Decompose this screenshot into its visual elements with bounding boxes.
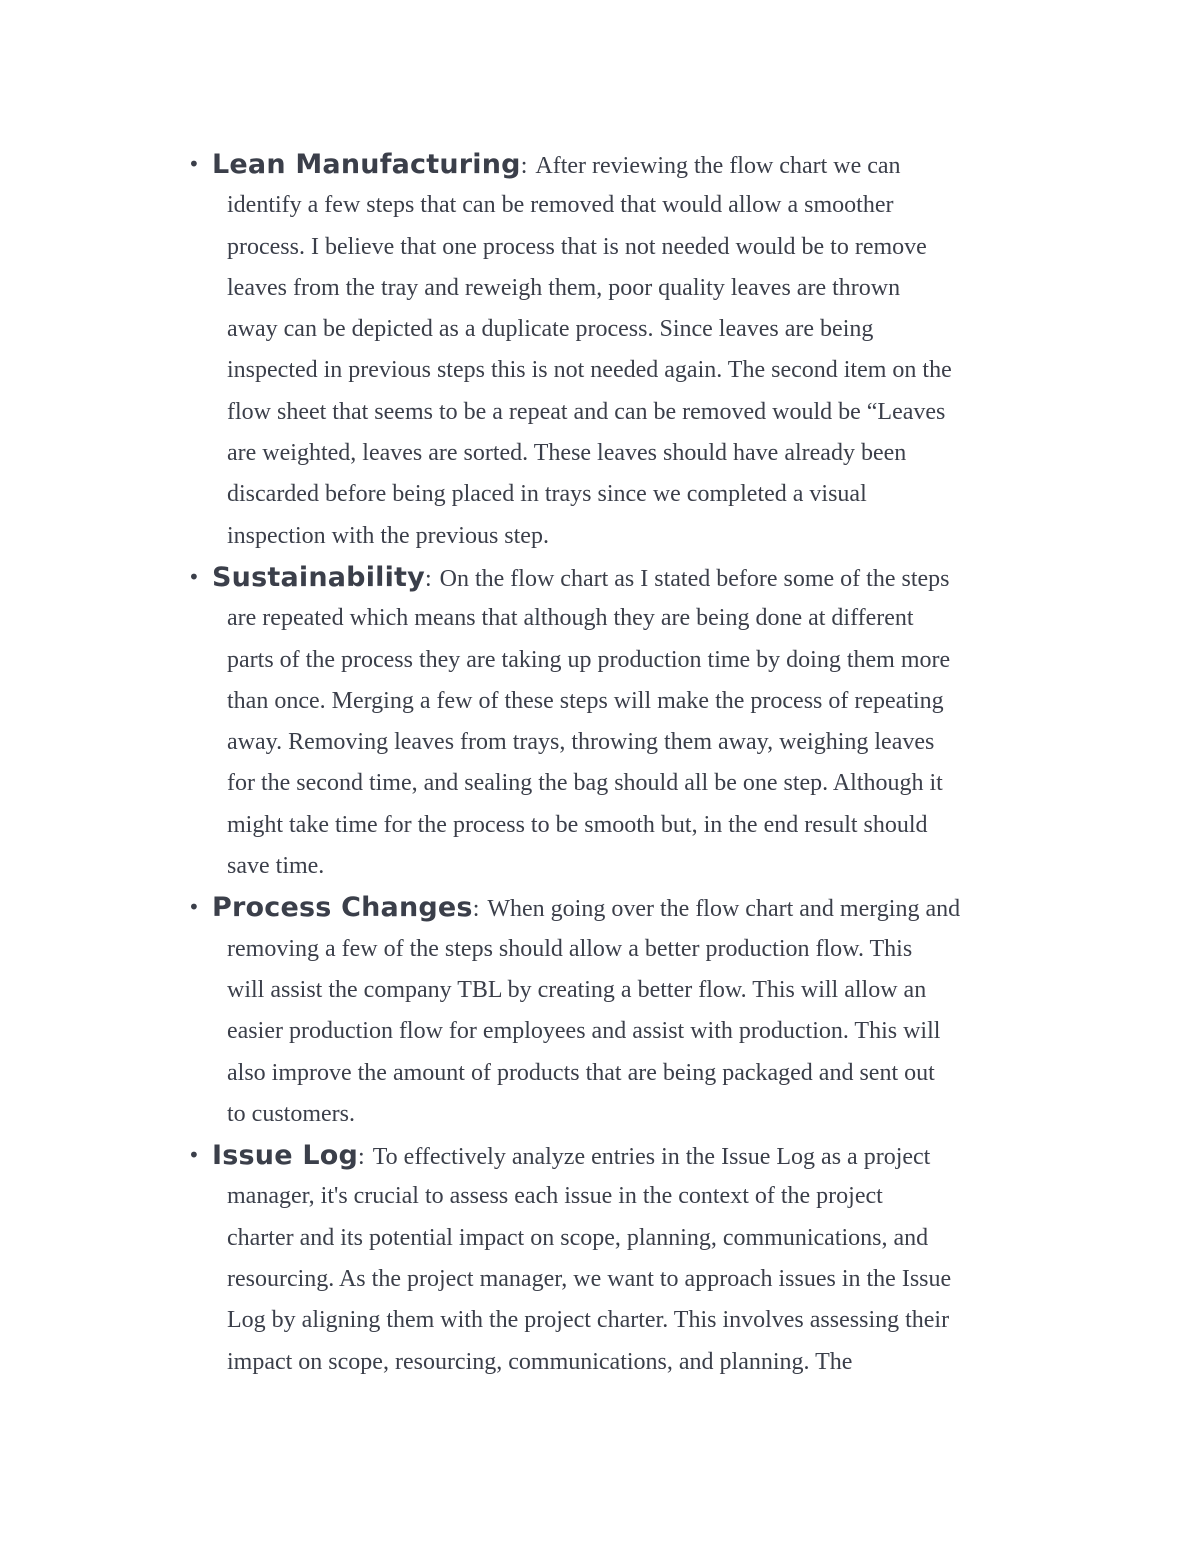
section-line: are repeated which means that although they are being done at different bbox=[227, 605, 914, 632]
section-heading: Lean Manufacturing bbox=[212, 149, 521, 180]
section-lean-manufacturing bbox=[188, 144, 1062, 557]
section-line: flow sheet that seems to be a repeat and can be removed would be “Leaves bbox=[227, 398, 946, 425]
bullet-icon: • bbox=[188, 564, 200, 589]
section-heading: Issue Log bbox=[212, 1140, 359, 1172]
section-line: for the second time, and sealing the bag should all be one step. Although it bbox=[227, 770, 943, 797]
heading-colon: : bbox=[520, 153, 528, 179]
bullet-list bbox=[188, 144, 1062, 1383]
section-line: Log by aligning them with the project charter. This involves assessing their bbox=[227, 1307, 950, 1334]
section-heading: Sustainability bbox=[212, 561, 425, 593]
bullet-icon: • bbox=[188, 895, 200, 920]
heading-colon: : bbox=[358, 1144, 365, 1171]
section-line: are weighted, leaves are sorted. These leaves should have already been bbox=[227, 440, 907, 467]
section-line: resourcing. As the project manager, we want to approach issues in the Issue bbox=[227, 1266, 952, 1293]
section-first-line bbox=[212, 557, 1062, 598]
section-first-line bbox=[212, 887, 1062, 928]
bullet-icon: • bbox=[188, 152, 200, 176]
section-heading: Process Changes bbox=[212, 892, 473, 924]
section-line: leaves from the tray and reweigh them, poor quality leaves are thrown bbox=[227, 274, 901, 301]
section-line: also improve the amount of products that are being packaged and sent out bbox=[227, 1059, 935, 1086]
section-line: might take time for the process to be smooth but, in the end result should bbox=[227, 811, 928, 838]
section-sustainability bbox=[188, 557, 1062, 887]
section-line: inspection with the previous step. bbox=[227, 522, 549, 549]
section-line: process. I believe that one process that is not needed would be to remove bbox=[227, 233, 927, 260]
section-line: charter and its potential impact on scope, planning, communications, and bbox=[227, 1224, 929, 1251]
section-text: When going over the flow chart and merging and bbox=[487, 896, 961, 923]
section-line: inspected in previous steps this is not needed again. The second item on the bbox=[227, 357, 952, 384]
heading-colon: : bbox=[472, 896, 480, 923]
section-line: impact on scope, resourcing, communications, and planning. The bbox=[227, 1348, 853, 1375]
section-line: away. Removing leaves from trays, throwing them away, weighing leaves bbox=[227, 729, 935, 756]
section-text: To effectively analyze entries in the Issue Log as a project bbox=[372, 1144, 931, 1171]
section-line: will assist the company TBL by creating a better flow. This will allow an bbox=[227, 976, 927, 1003]
section-first-line bbox=[212, 144, 1062, 185]
section-line: away can be depicted as a duplicate process. Since leaves are being bbox=[227, 316, 874, 343]
section-line: parts of the process they are taking up production time by doing them more bbox=[227, 646, 951, 673]
section-line: manager, it's crucial to assess each issue in the context of the project bbox=[227, 1183, 883, 1210]
section-first-line bbox=[212, 1135, 1062, 1176]
section-line: removing a few of the steps should allow a better production flow. This bbox=[227, 935, 913, 962]
section-issue-log bbox=[188, 1135, 1062, 1383]
heading-colon: : bbox=[424, 565, 432, 592]
section-text: After reviewing the flow chart we can bbox=[535, 153, 901, 179]
section-line: discarded before being placed in trays since we completed a visual bbox=[227, 481, 867, 508]
section-line: easier production flow for employees and assist with production. This will bbox=[227, 1018, 941, 1045]
section-line: save time. bbox=[227, 853, 325, 880]
section-process-changes bbox=[188, 887, 1062, 1135]
bullet-icon: • bbox=[188, 1143, 200, 1168]
section-line: than once. Merging a few of these steps will make the process of repeating bbox=[227, 687, 944, 714]
section-line: to customers. bbox=[227, 1100, 355, 1127]
section-text: On the flow chart as I stated before some of the steps bbox=[439, 565, 950, 592]
section-line: identify a few steps that can be removed that would allow a smoother bbox=[227, 192, 894, 219]
